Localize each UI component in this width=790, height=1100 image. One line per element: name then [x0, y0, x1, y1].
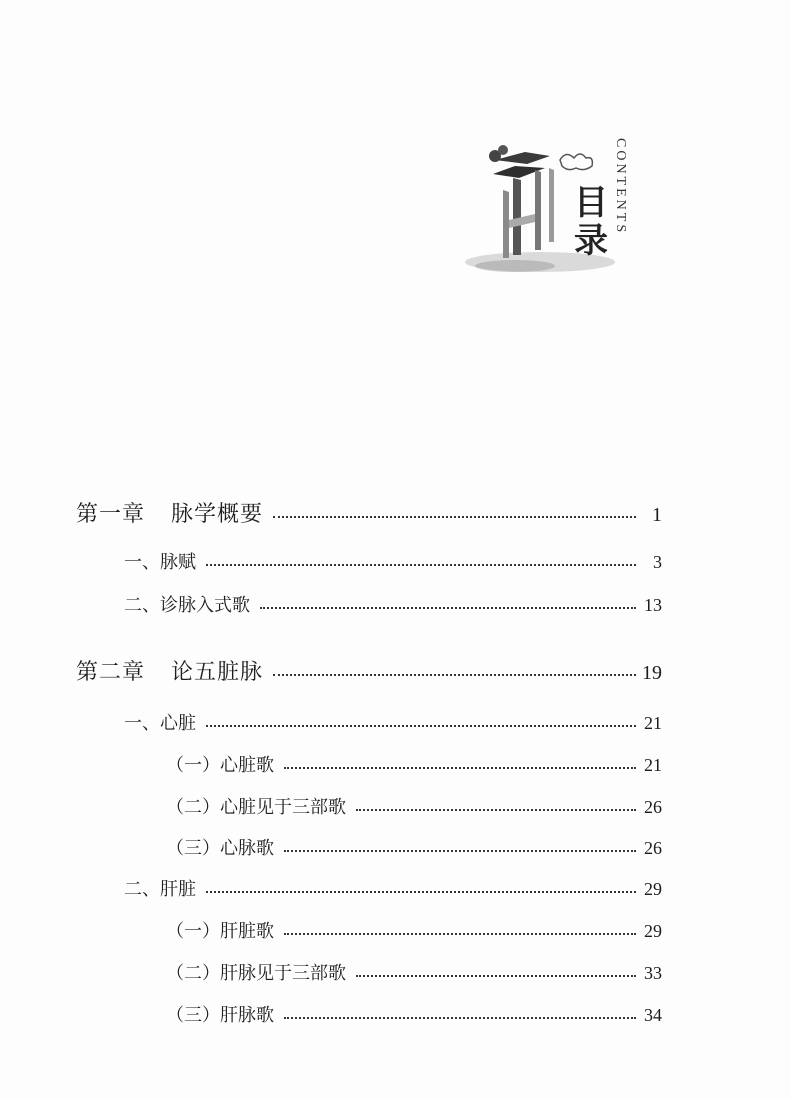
- title-char: 目: [574, 183, 608, 223]
- page-number: 21: [644, 755, 662, 775]
- entry-label: 二、诊脉入式歌: [124, 595, 250, 616]
- dot-leader: [260, 607, 636, 609]
- dot-leader: [273, 516, 636, 518]
- entry-label: 二、肝脏: [124, 879, 196, 900]
- toc-entry-section[interactable]: [124, 548, 662, 574]
- toc-entry-section[interactable]: [124, 591, 662, 617]
- toc-entry-section[interactable]: [124, 875, 662, 901]
- page-number: 29: [644, 921, 662, 941]
- dot-leader: [284, 850, 636, 852]
- entry-label: （二）肝脉见于三部歌: [166, 963, 346, 984]
- dot-leader: [206, 891, 636, 893]
- page-number: 13: [644, 595, 662, 615]
- dot-leader: [206, 564, 636, 566]
- entry-label: （三）心脉歌: [166, 838, 274, 859]
- entry-label: [76, 655, 263, 686]
- title-char: 录: [574, 221, 608, 261]
- dot-leader: [356, 975, 636, 977]
- dot-leader: [273, 674, 636, 676]
- toc-entry-subsection[interactable]: [166, 1001, 662, 1027]
- toc-entry-subsection[interactable]: [166, 959, 662, 985]
- page-number: 26: [644, 838, 662, 858]
- chapter-title: 论五脏脉: [171, 660, 264, 685]
- toc-entry-subsection[interactable]: [166, 751, 662, 777]
- dot-leader: [356, 809, 636, 811]
- entry-label: 一、脉赋: [124, 552, 196, 573]
- dot-leader: [206, 725, 636, 727]
- page-number: 19: [642, 662, 662, 684]
- toc-entry-subsection[interactable]: [166, 834, 662, 860]
- toc-title-english: CONTENTS: [613, 138, 628, 236]
- entry-label: （二）心脏见于三部歌: [166, 797, 346, 818]
- toc-entry-chapter[interactable]: [76, 655, 662, 686]
- page-number: 26: [644, 797, 662, 817]
- page-number: 33: [644, 963, 662, 983]
- entry-label: 一、心脏: [124, 713, 196, 734]
- page-number: 3: [653, 552, 662, 572]
- page-number: 29: [644, 879, 662, 899]
- entry-label: [76, 497, 263, 528]
- chapter-number: 第一章: [76, 502, 146, 527]
- entry-label: （一）肝脏歌: [166, 921, 274, 942]
- dot-leader: [284, 1017, 636, 1019]
- chapter-number: 第二章: [76, 660, 146, 685]
- dot-leader: [284, 933, 636, 935]
- dot-leader: [284, 767, 636, 769]
- toc-title-chinese: [572, 184, 610, 260]
- entry-label: （三）肝脉歌: [166, 1005, 274, 1026]
- entry-label: （一）心脏歌: [166, 755, 274, 776]
- page-number: 1: [652, 504, 662, 526]
- page-number: 34: [644, 1005, 662, 1025]
- chapter-title: 脉学概要: [171, 502, 264, 527]
- page-number: 21: [644, 713, 662, 733]
- toc-entry-section[interactable]: [124, 709, 662, 735]
- toc-entry-subsection[interactable]: [166, 793, 662, 819]
- toc-entry-chapter[interactable]: [76, 497, 662, 528]
- toc-entry-subsection[interactable]: [166, 917, 662, 943]
